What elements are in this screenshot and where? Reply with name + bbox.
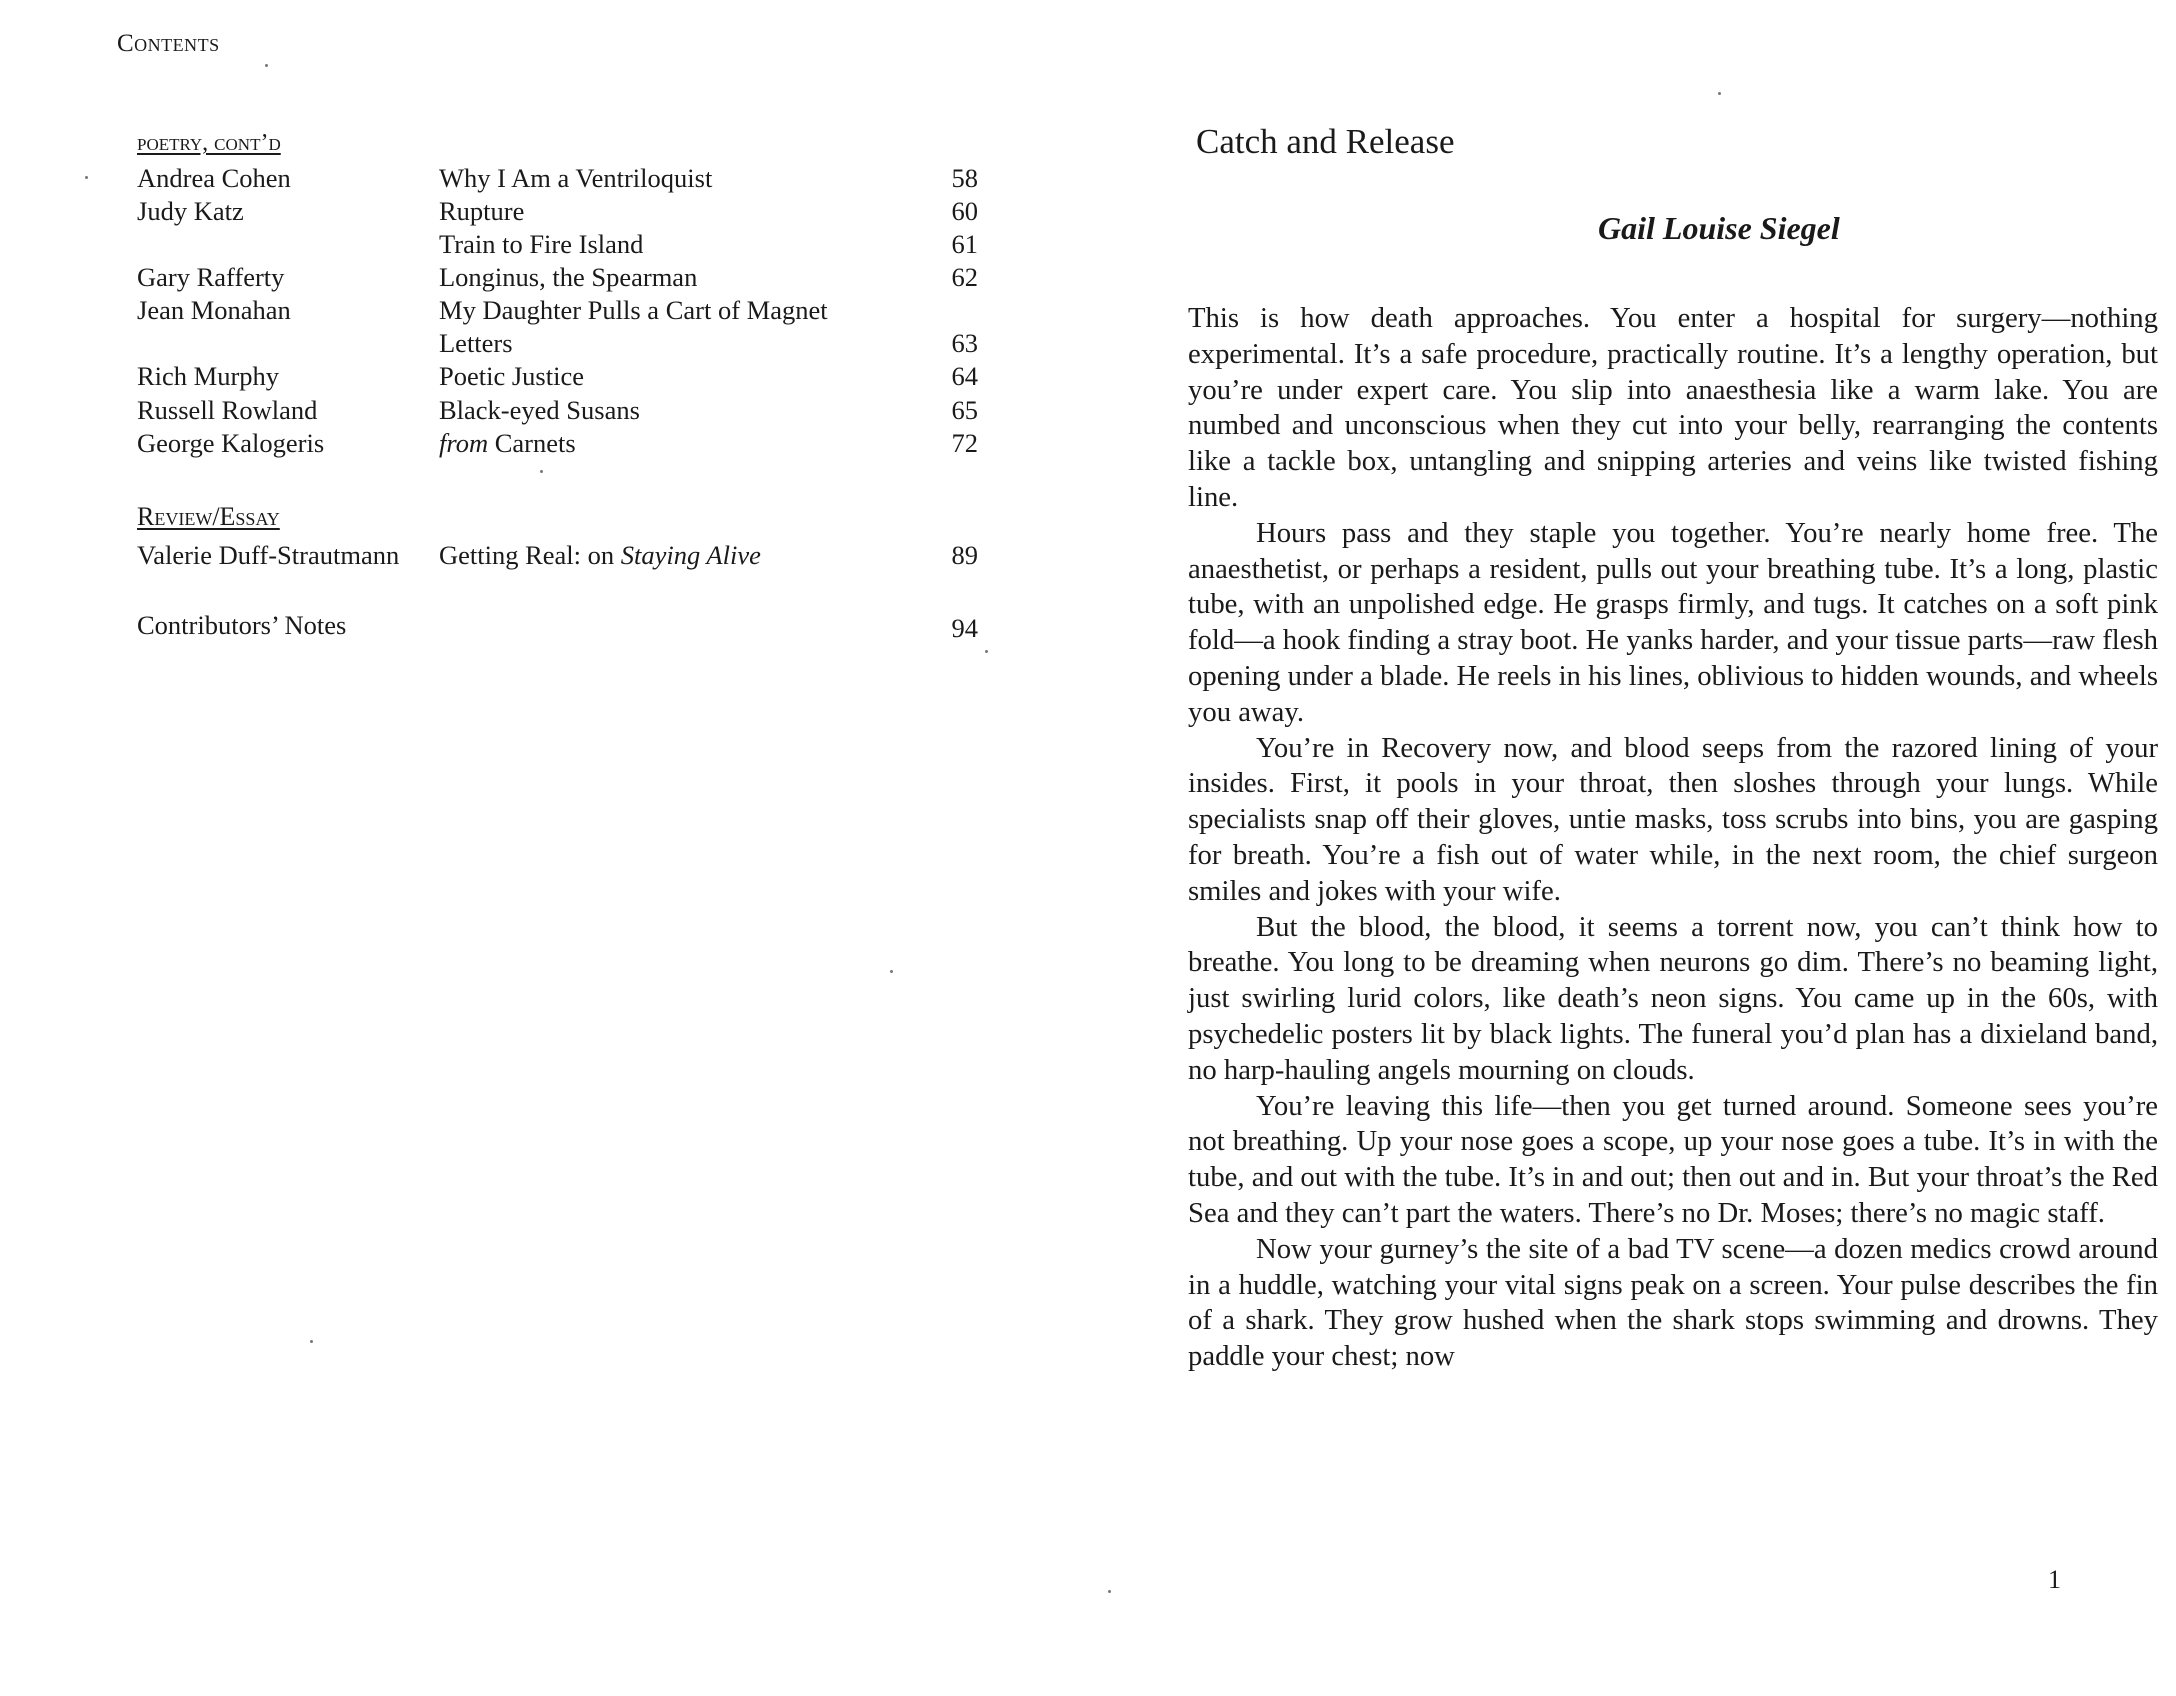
- toc-entry: [0, 295, 1088, 329]
- toc-author: Gary Rafferty: [137, 262, 285, 292]
- toc-title: Rupture: [439, 196, 525, 226]
- page-number: 1: [2048, 1565, 2061, 1594]
- scan-speck: [540, 470, 543, 473]
- contributors-notes-label: Contributors’ Notes: [137, 610, 347, 640]
- toc-page-number: 89: [951, 540, 978, 570]
- scan-speck: [1108, 1590, 1111, 1593]
- story-paragraph: This is how death approaches. You enter a hospital for surgery—nothing experimental. It’s a safe procedure, practically routine. It’s a lengthy operation, but you’re under expert care. You slip into anaesthesia like a warm lake. You are numbed and unconscious when they cut into your belly, rearranging the contents like a tackle box, untangling and snipping arteries and veins like twisted fishing line.: [1188, 302, 2158, 513]
- toc-author: Valerie Duff-Strautmann: [137, 540, 400, 570]
- story-paragraph: Now your gurney’s the site of a bad TV scene—a dozen medics crowd around in a huddle, watching your vital signs peak on a screen. Your pulse describes the fin of a shark. They grow hushed when the shark stops swimming and drowns. They paddle your chest; now: [1188, 1232, 2158, 1373]
- contributors-notes-page: 94: [951, 613, 978, 643]
- toc-page-number: 64: [951, 361, 978, 391]
- scan-speck: [265, 64, 268, 67]
- toc-author: Andrea Cohen: [137, 163, 291, 193]
- story-page: [1088, 0, 2176, 1696]
- toc-page-number: 60: [951, 196, 978, 226]
- running-head: Contents: [117, 30, 220, 57]
- toc-title: My Daughter Pulls a Cart of Magnet: [439, 295, 828, 325]
- toc-title: Longinus, the Spearman: [439, 262, 698, 292]
- toc-title-italic: Staying Alive: [620, 540, 761, 570]
- story-body: [1188, 301, 2158, 1375]
- toc-entry: [0, 361, 1088, 395]
- toc-page-number: 65: [951, 395, 978, 425]
- toc-entry: [0, 428, 1088, 462]
- toc-title-text: Carnets: [488, 428, 576, 458]
- story-paragraph: Hours pass and they staple you together. You’re nearly home free. The anaesthetist, or perhaps a resident, pulls out your breathing tube. It’s a long, plastic tube, with an unpolished edge. He grasps firmly, and tugs. It catches on a soft pink fold—a hook finding a stray boot. He yanks harder, and your tissue parts—raw flesh opening under a blade. He reels in his lines, oblivious to hidden wounds, and wheels you away.: [1188, 516, 2159, 728]
- toc-author: Judy Katz: [137, 196, 244, 226]
- story-paragraph: You’re leaving this life—then you get turned around. Someone sees you’re not breathing. Up your nose goes a scope, up your nose goes a tube. It’s in with the tube, and out with the tube. It’s in and out; then out and in. But your throat’s the Red Sea and they can’t part the waters. There’s no Dr. Moses; there’s no magic staff.: [1188, 1089, 2158, 1229]
- toc-entry: [0, 229, 1088, 263]
- toc-title: Why I Am a Ventriloquist: [439, 163, 713, 193]
- story-title: Catch and Release: [1196, 122, 1455, 161]
- scan-speck: [985, 650, 988, 653]
- story-author: Gail Louise Siegel: [1598, 210, 1840, 246]
- toc-page-number: 63: [951, 328, 978, 358]
- toc-title-italic: from: [439, 428, 489, 458]
- toc-entry: [0, 328, 1088, 362]
- toc-title: [439, 540, 761, 571]
- scan-speck: [1718, 92, 1721, 95]
- toc-entry: [0, 262, 1088, 296]
- story-paragraph: But the blood, the blood, it seems a torrent now, you can’t think how to breathe. You long to be dreaming when neurons go dim. There’s no beaming light, just swirling lurid colors, like death’s neon signs. You came up in the 60s, with psychedelic posters lit by black lights. The funeral you’d plan has a dixieland band, no harp-hauling angels mourning on clouds.: [1188, 910, 2158, 1086]
- toc-entry: [0, 540, 1088, 574]
- toc-title: Letters: [439, 328, 513, 358]
- toc-entry: [0, 163, 1088, 197]
- toc-author: Jean Monahan: [137, 295, 291, 325]
- toc-page-number: 61: [951, 229, 978, 259]
- story-paragraph: You’re in Recovery now, and blood seeps from the razored lining of your insides. First, it pools in your throat, then sloshes through your lungs. While specialists snap off their gloves, untie masks, toss scrubs into bins, you are gasping for breath. You’re a fish out of water while, in the next room, the chief surgeon smiles and jokes with your wife.: [1188, 731, 2158, 907]
- toc-entry: [0, 196, 1088, 230]
- section-heading-poetry: poetry, cont’d: [137, 130, 281, 156]
- scan-speck: [890, 970, 893, 973]
- toc-author: Rich Murphy: [137, 361, 280, 391]
- toc-entry: [0, 395, 1088, 429]
- toc-author: George Kalogeris: [137, 428, 325, 458]
- toc-title: [439, 428, 576, 459]
- toc-title: Train to Fire Island: [439, 229, 644, 259]
- toc-title-text: Getting Real: on: [439, 540, 621, 570]
- scan-speck: [85, 176, 88, 179]
- toc-page-number: 72: [951, 428, 978, 458]
- toc-title: Poetic Justice: [439, 361, 584, 391]
- toc-author: Russell Rowland: [137, 395, 318, 425]
- scan-speck: [310, 1340, 313, 1343]
- toc-title: Black-eyed Susans: [439, 395, 640, 425]
- toc-page-number: 58: [951, 163, 978, 193]
- toc-page-number: 62: [951, 262, 978, 292]
- section-heading-review-essay: Review/Essay: [137, 502, 280, 531]
